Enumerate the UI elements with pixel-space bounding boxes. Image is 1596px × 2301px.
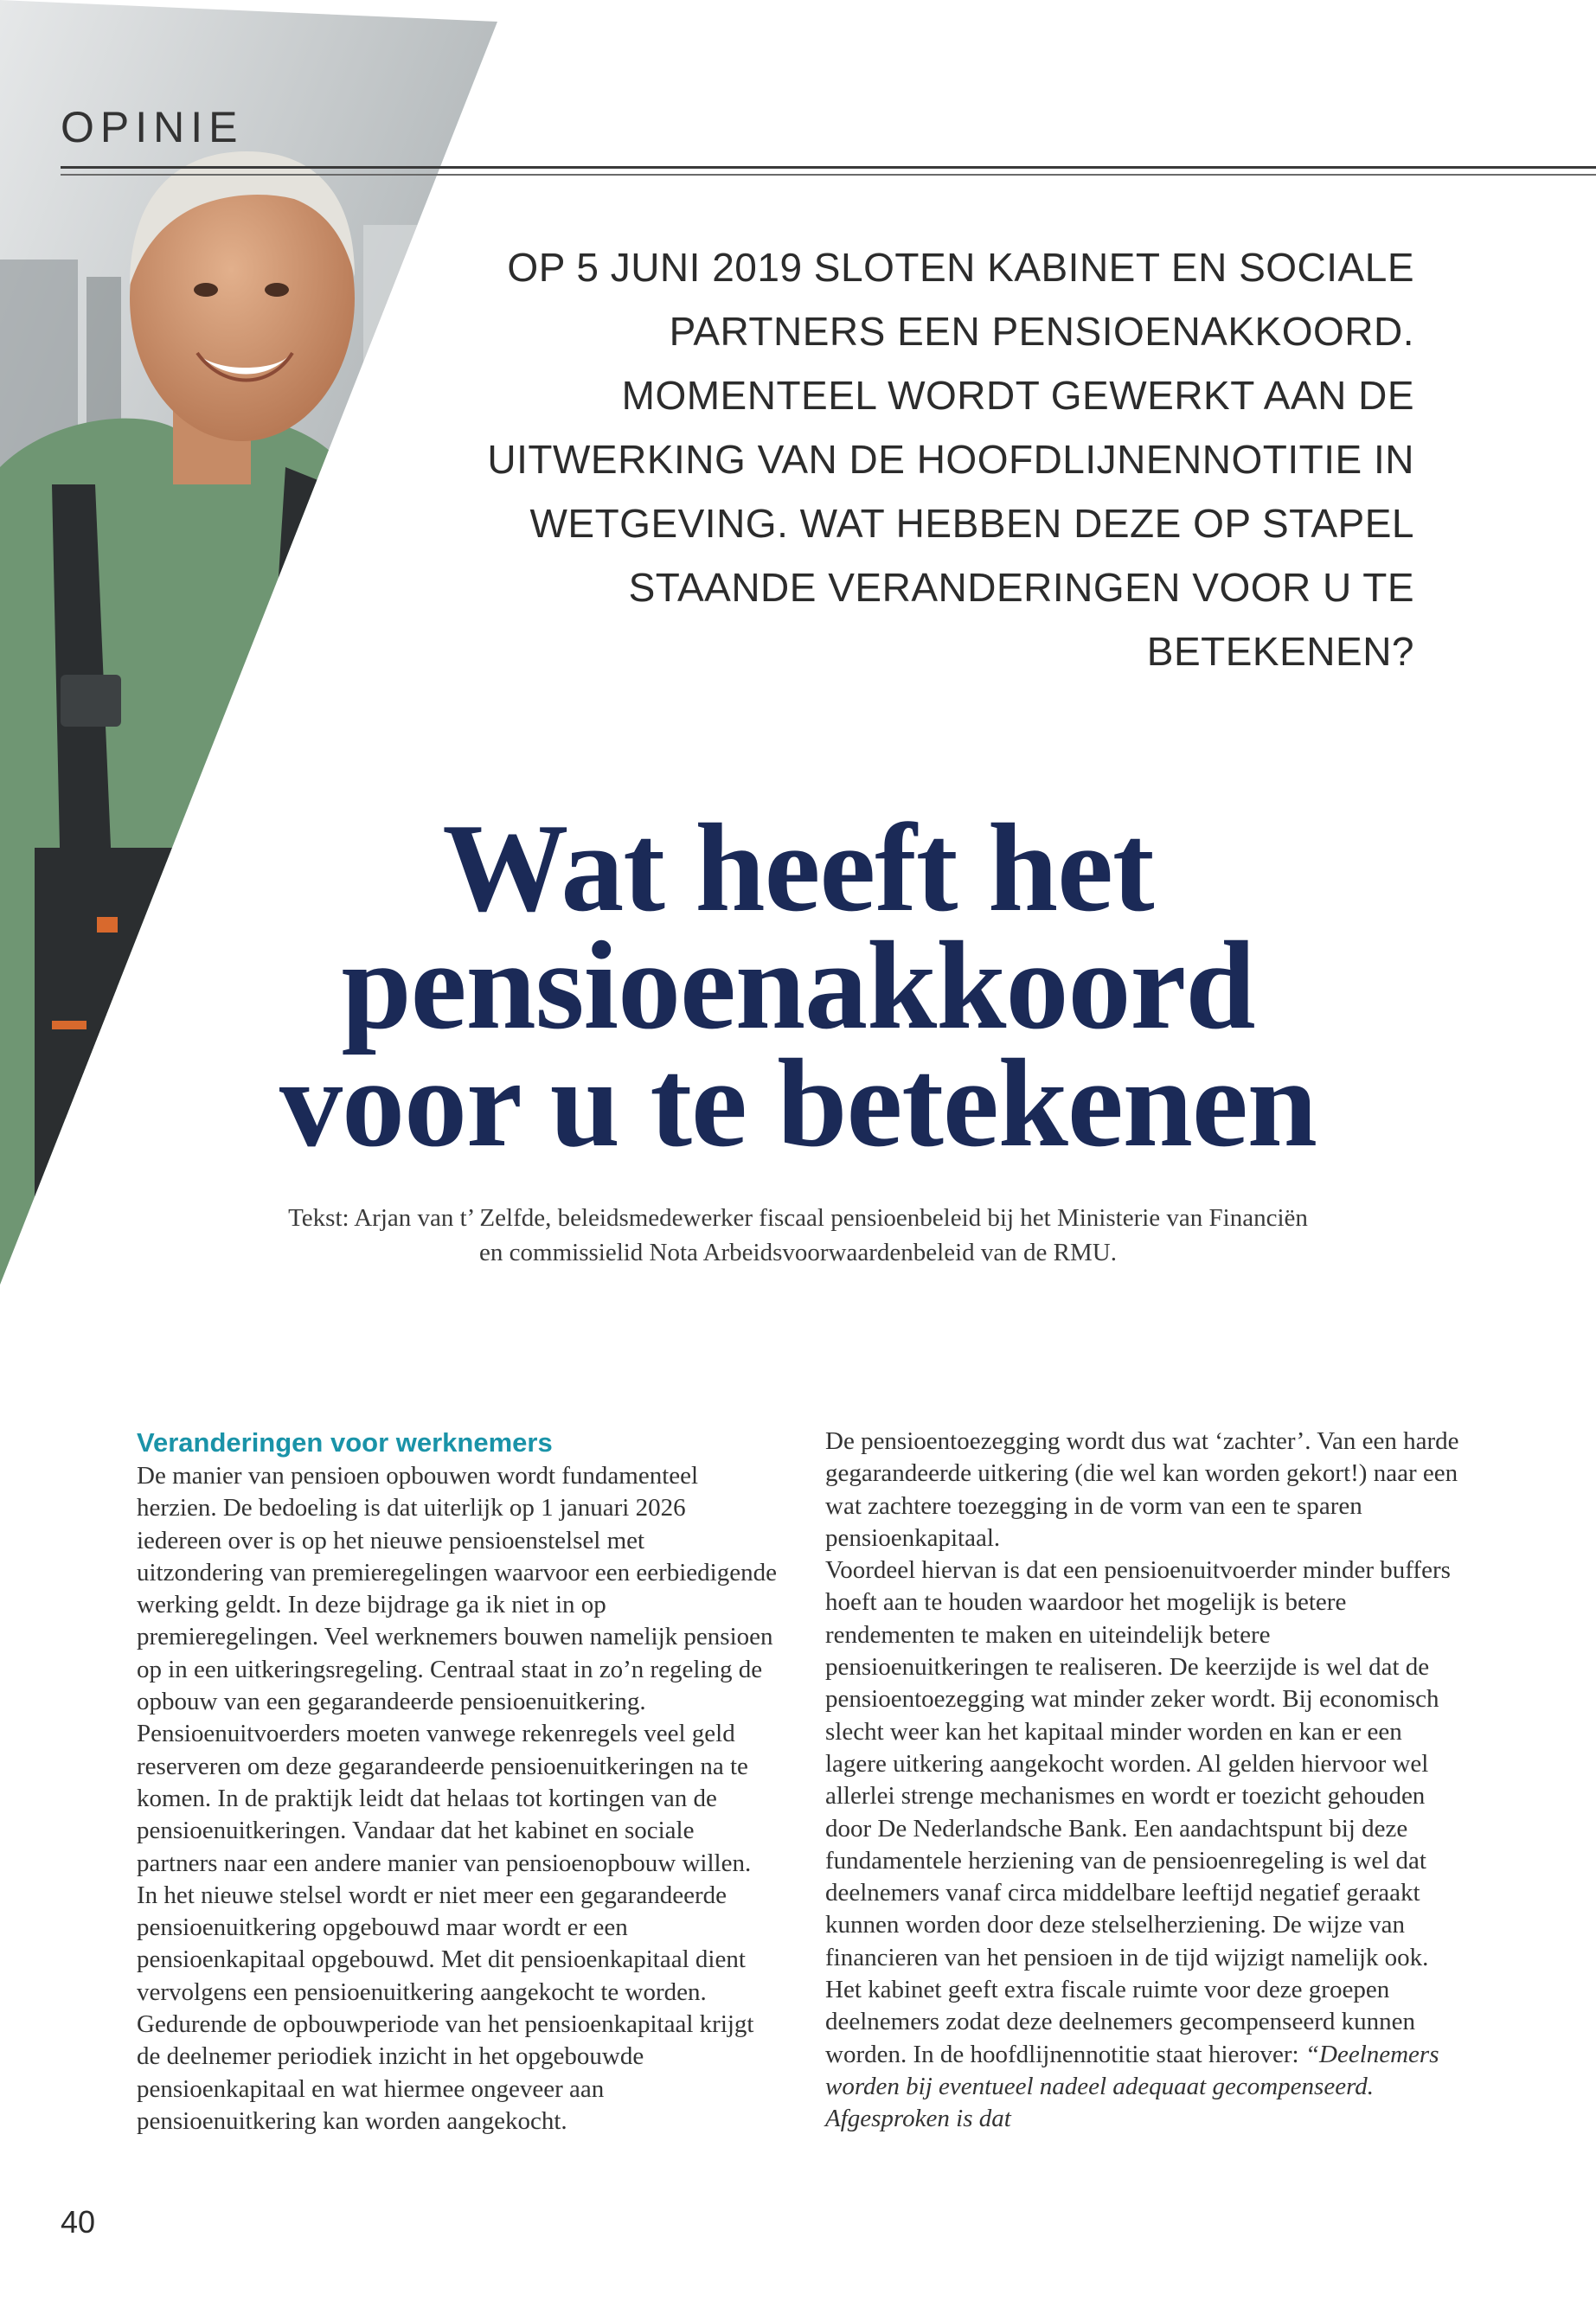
page-number: 40 bbox=[61, 2204, 96, 2240]
credit-line-1: Tekst: Arjan van t’ Zelfde, beleidsmedewerker fiscaal pensioenbeleid bij het Ministerie van Financiën bbox=[288, 1204, 1308, 1232]
headline: Wat heeft het pensioenakkoord voor u te betekenen bbox=[279, 798, 1317, 1173]
header-rule-thin bbox=[61, 174, 1596, 176]
author-credit bbox=[216, 1201, 1380, 1270]
paragraph-2-text: Voordeel hiervan is dat een pensioenuitvoerder minder buffers hoeft aan te houden waardoor het mogelijk is betere rendementen te maken en uiteindelijk betere pensioenuitkeringen te realiseren. De keerzijde is wel dat de pensioentoezegging wat minder zeker wordt. Bij economisch slecht weer kan het kapitaal minder worden en kan er een lagere uitkering aangekocht worden. Al gelden hiervoor wel allerlei strenge mechanismes en wordt er toezicht gehouden door De Nederlandsche Bank. Een aandachtspunt bij deze fundamentele herziening van de pensioenregeling is wel dat deelnemers vanaf circa middelbare leeftijd negatief geraakt kunnen worden door deze stelselherziening. De wijze van financieren van het pensioen in de tijd wijzigt namelijk ook. Het kabinet geeft extra fiscale ruimte voor deze groepen deelnemers zodat deze deelnemers gecompenseerd kunnen worden. In de hoofdlijnennotitie staat hierover: bbox=[825, 1556, 1451, 2068]
body-paragraph-2 bbox=[825, 1554, 1465, 2135]
section-label: OPINIE bbox=[61, 103, 244, 151]
body-paragraph-1: De pensioentoezegging wordt dus wat ‘zachter’. Van een harde gegarandeerde uitkering (die wel kan worden gekort!) naar een wat zachtere toezegging in de vorm van een te sparen pensioenkapitaal. bbox=[825, 1427, 1459, 1552]
header-rule bbox=[61, 166, 1596, 169]
right-column bbox=[825, 1426, 1465, 2136]
left-column bbox=[137, 1426, 777, 2138]
intro-text: OP 5 JUNI 2019 SLOTEN KABINET EN SOCIALE PARTNERS EEN PENSIOENAKKOORD. MOMENTEEL WORDT GEWERKT AAN DE UITWERKING VAN DE HOOFDLIJNENNOTITIE IN WETGEVING. WAT HEBBEN DEZE OP STAPEL STAANDE VERANDERINGEN VOOR U TE BETEKENEN? bbox=[487, 245, 1414, 674]
subheading: Veranderingen voor werknemers bbox=[137, 1427, 553, 1458]
body-paragraph: De manier van pensioen opbouwen wordt fundamenteel herzien. De bedoeling is dat uiterlijk op 1 januari 2026 iedereen over is op het nieuwe pensioenstelsel met uitzondering van premieregelingen waarvoor een eerbiedigende werking geldt. In deze bijdrage ga ik niet in op premieregelingen. Veel werknemers bouwen namelijk pensioen op in een uitkeringsregeling. Centraal staat in zo’n regeling de opbouw van een gegarandeerde pensioenuitkering. Pensioenuitvoerders moeten vanwege rekenregels veel geld reserveren om deze gegarandeerde pensioenuitkeringen na te komen. In de praktijk leidt dat helaas tot kortingen van de pensioenuitkeringen. Vandaar dat het kabinet en sociale partners naar een andere manier van pensioenopbouw willen. In het nieuwe stelsel wordt er niet meer een gegarandeerde pensioenuitkering opgebouwd maar wordt er een pensioenkapitaal opgebouwd. Met dit pensioenkapitaal dient vervolgens een pensioenuitkering aangekocht te worden. Gedurende de opbouwperiode van het pensioenkapitaal krijgt de deelnemer periodiek inzicht in het opgebouwde pensioenkapitaal en wat hiermee ongeveer aan pensioenuitkering kan worden aangekocht. bbox=[137, 1462, 777, 2135]
credit-line-2: en commissielid Nota Arbeidsvoorwaardenbeleid van de RMU. bbox=[479, 1239, 1117, 1266]
quote: “Deelnemers worden bij eventueel nadeel adequaat gecompenseerd. Afgesproken is dat bbox=[825, 2040, 1439, 2133]
